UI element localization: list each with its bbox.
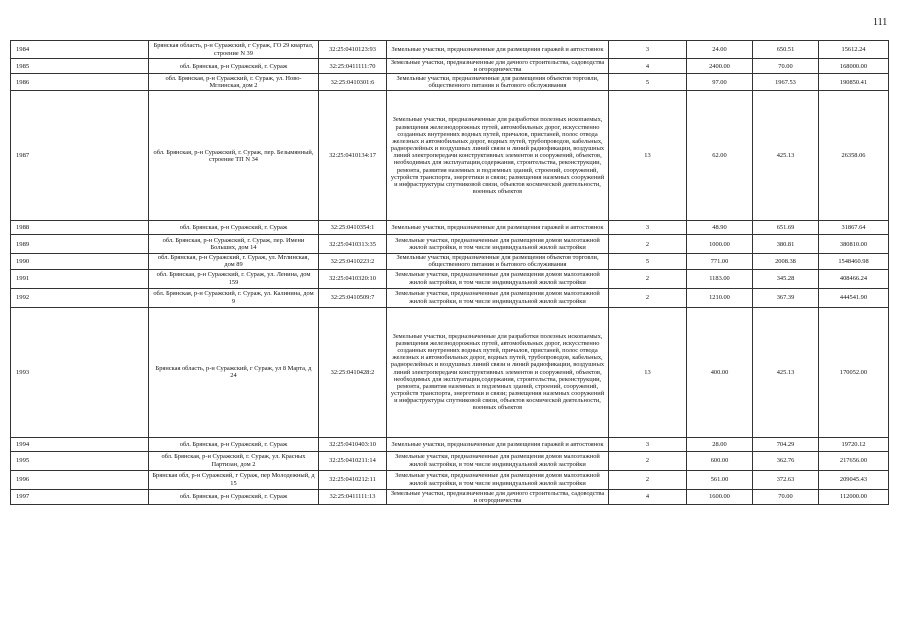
address-cell: обл. Брянская, р-н Суражский, г. Сураж, пер. Безымянный, строение ТП N 34 (149, 91, 319, 221)
row-number: 1984 (11, 41, 149, 59)
rate-cell: 425.13 (753, 307, 819, 437)
row-number: 1994 (11, 437, 149, 451)
cadastral-number-cell: 32:25:0410509:7 (319, 288, 387, 307)
area-cell: 48.90 (687, 221, 753, 235)
area-cell: 97.00 (687, 74, 753, 91)
land-use-cell: Земельные участки, предназначенные для размещения гаражей и автостоянок (387, 221, 609, 235)
rate-cell: 70.00 (753, 489, 819, 504)
table-body (11, 41, 889, 505)
cadastral-value-cell: 170052.00 (819, 307, 889, 437)
cadastral-value-cell: 112000.00 (819, 489, 889, 504)
rate-cell: 650.51 (753, 41, 819, 59)
area-cell: 771.00 (687, 254, 753, 269)
land-use-cell: Земельные участки, предназначенные для размещения домов малоэтажной жилой застройки, в том числе индивидуальной жилой застройки (387, 235, 609, 254)
group-cell: 13 (609, 307, 687, 437)
row-number: 1987 (11, 91, 149, 221)
land-registry-table (10, 40, 889, 505)
row-number: 1993 (11, 307, 149, 437)
group-cell: 3 (609, 221, 687, 235)
cadastral-number-cell: 32:25:0410134:17 (319, 91, 387, 221)
table-row (11, 288, 889, 307)
land-use-cell: Земельные участки, предназначенные для размещения гаражей и автостоянок (387, 437, 609, 451)
address-cell: обл. Брянская, р-н Суражский, г. Сураж, ул. Ленина, дом 159 (149, 269, 319, 288)
rate-cell: 425.13 (753, 91, 819, 221)
land-use-cell: Земельные участки, предназначенные для разработки полезных ископаемых, размещения железнодорожных путей, автомобильных дорог, искусственно созданных внутренних водных путей, причалов, пристаней, полос отвода железных и автомобильных дорог, водных путей, трубопроводов, кабельных, радиорелейных и воздушных линий связи и линий радиофикации, воздушных линий электропередачи конструктивных элементов и сооружений, объектов, необходимых для эксплуатации,содержания, строительства, реконструкции, ремонта, развития наземных и подземных зданий, строений, сооружений, устройств транспорта, энергетики и связи; размещения наземных сооружений и инфраструктуры спутниковой связи, объектов космической деятельности, военных объектов (387, 307, 609, 437)
cadastral-value-cell: 31867.64 (819, 221, 889, 235)
table-row (11, 74, 889, 91)
land-use-cell: Земельные участки, предназначенные для размещения объектов торговли, общественного питания и бытового обслуживания (387, 254, 609, 269)
rate-cell: 704.29 (753, 437, 819, 451)
cadastral-number-cell: 32:25:0411111:70 (319, 59, 387, 74)
cadastral-number-cell: 32:25:0410211:14 (319, 451, 387, 470)
cadastral-value-cell: 380810.00 (819, 235, 889, 254)
rate-cell: 362.76 (753, 451, 819, 470)
cadastral-value-cell: 168000.00 (819, 59, 889, 74)
area-cell: 1183.00 (687, 269, 753, 288)
group-cell: 4 (609, 59, 687, 74)
address-cell: Брянская обл, р-н Суражский, г Сураж, пер Молодежный, д 15 (149, 470, 319, 489)
address-cell: обл. Брянская, р-н Суражский, г. Сураж, ул. Красных Партизан, дом 2 (149, 451, 319, 470)
cadastral-value-cell: 408466.24 (819, 269, 889, 288)
address-cell: обл. Брянская, р-н Суражский, г. Сураж (149, 437, 319, 451)
group-cell: 13 (609, 91, 687, 221)
group-cell: 2 (609, 451, 687, 470)
area-cell: 62.00 (687, 91, 753, 221)
land-use-cell: Земельные участки, предназначенные для разработки полезных ископаемых, размещения железнодорожных путей, автомобильных дорог, искусственно созданных внутренних водных путей, причалов, пристаней, полос отвода железных и автомобильных дорог, водных путей, трубопроводов, кабельных, радиорелейных и воздушных линий связи и линий радиофикации, воздушных линий электропередачи конструктивных элементов и сооружений, объектов, необходимых для эксплуатации,содержания, строительства, реконструкции, ремонта, развития наземных и подземных зданий, строений, сооружений, устройств транспорта, энергетики и связи; размещения наземных сооружений и инфраструктуры спутниковой связи, объектов космической деятельности, военных объектов (387, 91, 609, 221)
rate-cell: 345.28 (753, 269, 819, 288)
rate-cell: 651.69 (753, 221, 819, 235)
group-cell: 2 (609, 269, 687, 288)
cadastral-number-cell: 32:25:0411111:13 (319, 489, 387, 504)
address-cell: Брянская область, р-н Суражский, г Сураж, ул 8 Марта, д 24 (149, 307, 319, 437)
group-cell: 2 (609, 288, 687, 307)
cadastral-value-cell: 444541.90 (819, 288, 889, 307)
group-cell: 3 (609, 41, 687, 59)
area-cell: 400.00 (687, 307, 753, 437)
address-cell: обл. Брянская, р-н Суражский, г. Сураж (149, 489, 319, 504)
land-use-cell: Земельные участки, предназначенные для размещения домов малоэтажной жилой застройки, в том числе индивидуальной жилой застройки (387, 288, 609, 307)
cadastral-value-cell: 19720.12 (819, 437, 889, 451)
table-row (11, 254, 889, 269)
cadastral-value-cell: 217656.00 (819, 451, 889, 470)
rate-cell: 2008.38 (753, 254, 819, 269)
cadastral-number-cell: 32:25:0410354:1 (319, 221, 387, 235)
rate-cell: 380.81 (753, 235, 819, 254)
area-cell: 600.00 (687, 451, 753, 470)
land-use-cell: Земельные участки, предназначенные для размещения домов малоэтажной жилой застройки, в том числе индивидуальной жилой застройки (387, 269, 609, 288)
table-row (11, 489, 889, 504)
row-number: 1989 (11, 235, 149, 254)
cadastral-value-cell: 15612.24 (819, 41, 889, 59)
area-cell: 1000.00 (687, 235, 753, 254)
rate-cell: 372.63 (753, 470, 819, 489)
rate-cell: 367.39 (753, 288, 819, 307)
land-use-cell: Земельные участки, предназначенные для размещения домов малоэтажной жилой застройки, в том числе индивидуальной жилой застройки (387, 451, 609, 470)
area-cell: 1600.00 (687, 489, 753, 504)
row-number: 1988 (11, 221, 149, 235)
table-row (11, 307, 889, 437)
group-cell: 5 (609, 74, 687, 91)
row-number: 1996 (11, 470, 149, 489)
address-cell: обл. Брянская, р-н Суражский, г. Сураж, ул. Мглинская, дом 89 (149, 254, 319, 269)
group-cell: 2 (609, 235, 687, 254)
address-cell: обл. Брянская, р-н Суражский, г. Сураж (149, 221, 319, 235)
land-use-cell: Земельные участки, предназначенные для дачного строительства, садоводства и огородничества (387, 489, 609, 504)
table-row (11, 269, 889, 288)
land-use-cell: Земельные участки, предназначенные для размещения гаражей и автостоянок (387, 41, 609, 59)
area-cell: 2400.00 (687, 59, 753, 74)
rate-cell: 70.00 (753, 59, 819, 74)
page-number: 111 (873, 17, 888, 28)
cadastral-number-cell: 32:25:0410313:35 (319, 235, 387, 254)
cadastral-value-cell: 190850.41 (819, 74, 889, 91)
row-number: 1986 (11, 74, 149, 91)
table-row (11, 437, 889, 451)
cadastral-number-cell: 32:25:0410212:11 (319, 470, 387, 489)
land-use-cell: Земельные участки, предназначенные для размещения объектов торговли, общественного питания и бытового обслуживания (387, 74, 609, 91)
table-row (11, 470, 889, 489)
row-number: 1997 (11, 489, 149, 504)
address-cell: Брянская область, р-н Суражский, г Сураж, ГО 29 квартал, строение N 39 (149, 41, 319, 59)
cadastral-value-cell: 209045.43 (819, 470, 889, 489)
row-number: 1995 (11, 451, 149, 470)
address-cell: обл. Брянская, р-н Суражский, г. Сураж, ул. Калинина, дом 9 (149, 288, 319, 307)
table-row (11, 91, 889, 221)
group-cell: 3 (609, 437, 687, 451)
address-cell: обл. Брянская, р-н Суражский, г. Сураж, ул. Ново-Мглинская, дом 2 (149, 74, 319, 91)
cadastral-number-cell: 32:25:0410320:10 (319, 269, 387, 288)
row-number: 1991 (11, 269, 149, 288)
address-cell: обл. Брянская, р-н Суражский, г. Сураж, пер. Имени Больших, дом 14 (149, 235, 319, 254)
cadastral-value-cell: 26358.06 (819, 91, 889, 221)
table-row (11, 451, 889, 470)
cadastral-number-cell: 32:25:0410123:93 (319, 41, 387, 59)
area-cell: 561.00 (687, 470, 753, 489)
cadastral-number-cell: 32:25:0410403:10 (319, 437, 387, 451)
cadastral-value-cell: 1548460.98 (819, 254, 889, 269)
table-row (11, 221, 889, 235)
row-number: 1992 (11, 288, 149, 307)
land-use-cell: Земельные участки, предназначенные для размещения домов малоэтажной жилой застройки, в том числе индивидуальной жилой застройки (387, 470, 609, 489)
table-row (11, 41, 889, 59)
area-cell: 1210.00 (687, 288, 753, 307)
cadastral-number-cell: 32:25:0410301:6 (319, 74, 387, 91)
address-cell: обл. Брянская, р-н Суражский, г. Сураж (149, 59, 319, 74)
group-cell: 5 (609, 254, 687, 269)
area-cell: 24.00 (687, 41, 753, 59)
group-cell: 2 (609, 470, 687, 489)
row-number: 1990 (11, 254, 149, 269)
table-row (11, 235, 889, 254)
rate-cell: 1967.53 (753, 74, 819, 91)
cadastral-number-cell: 32:25:0410428:2 (319, 307, 387, 437)
area-cell: 28.00 (687, 437, 753, 451)
land-use-cell: Земельные участки, предназначенные для дачного строительства, садоводства и огородничества (387, 59, 609, 74)
group-cell: 4 (609, 489, 687, 504)
table-row (11, 59, 889, 74)
cadastral-number-cell: 32:25:0410223:2 (319, 254, 387, 269)
row-number: 1985 (11, 59, 149, 74)
